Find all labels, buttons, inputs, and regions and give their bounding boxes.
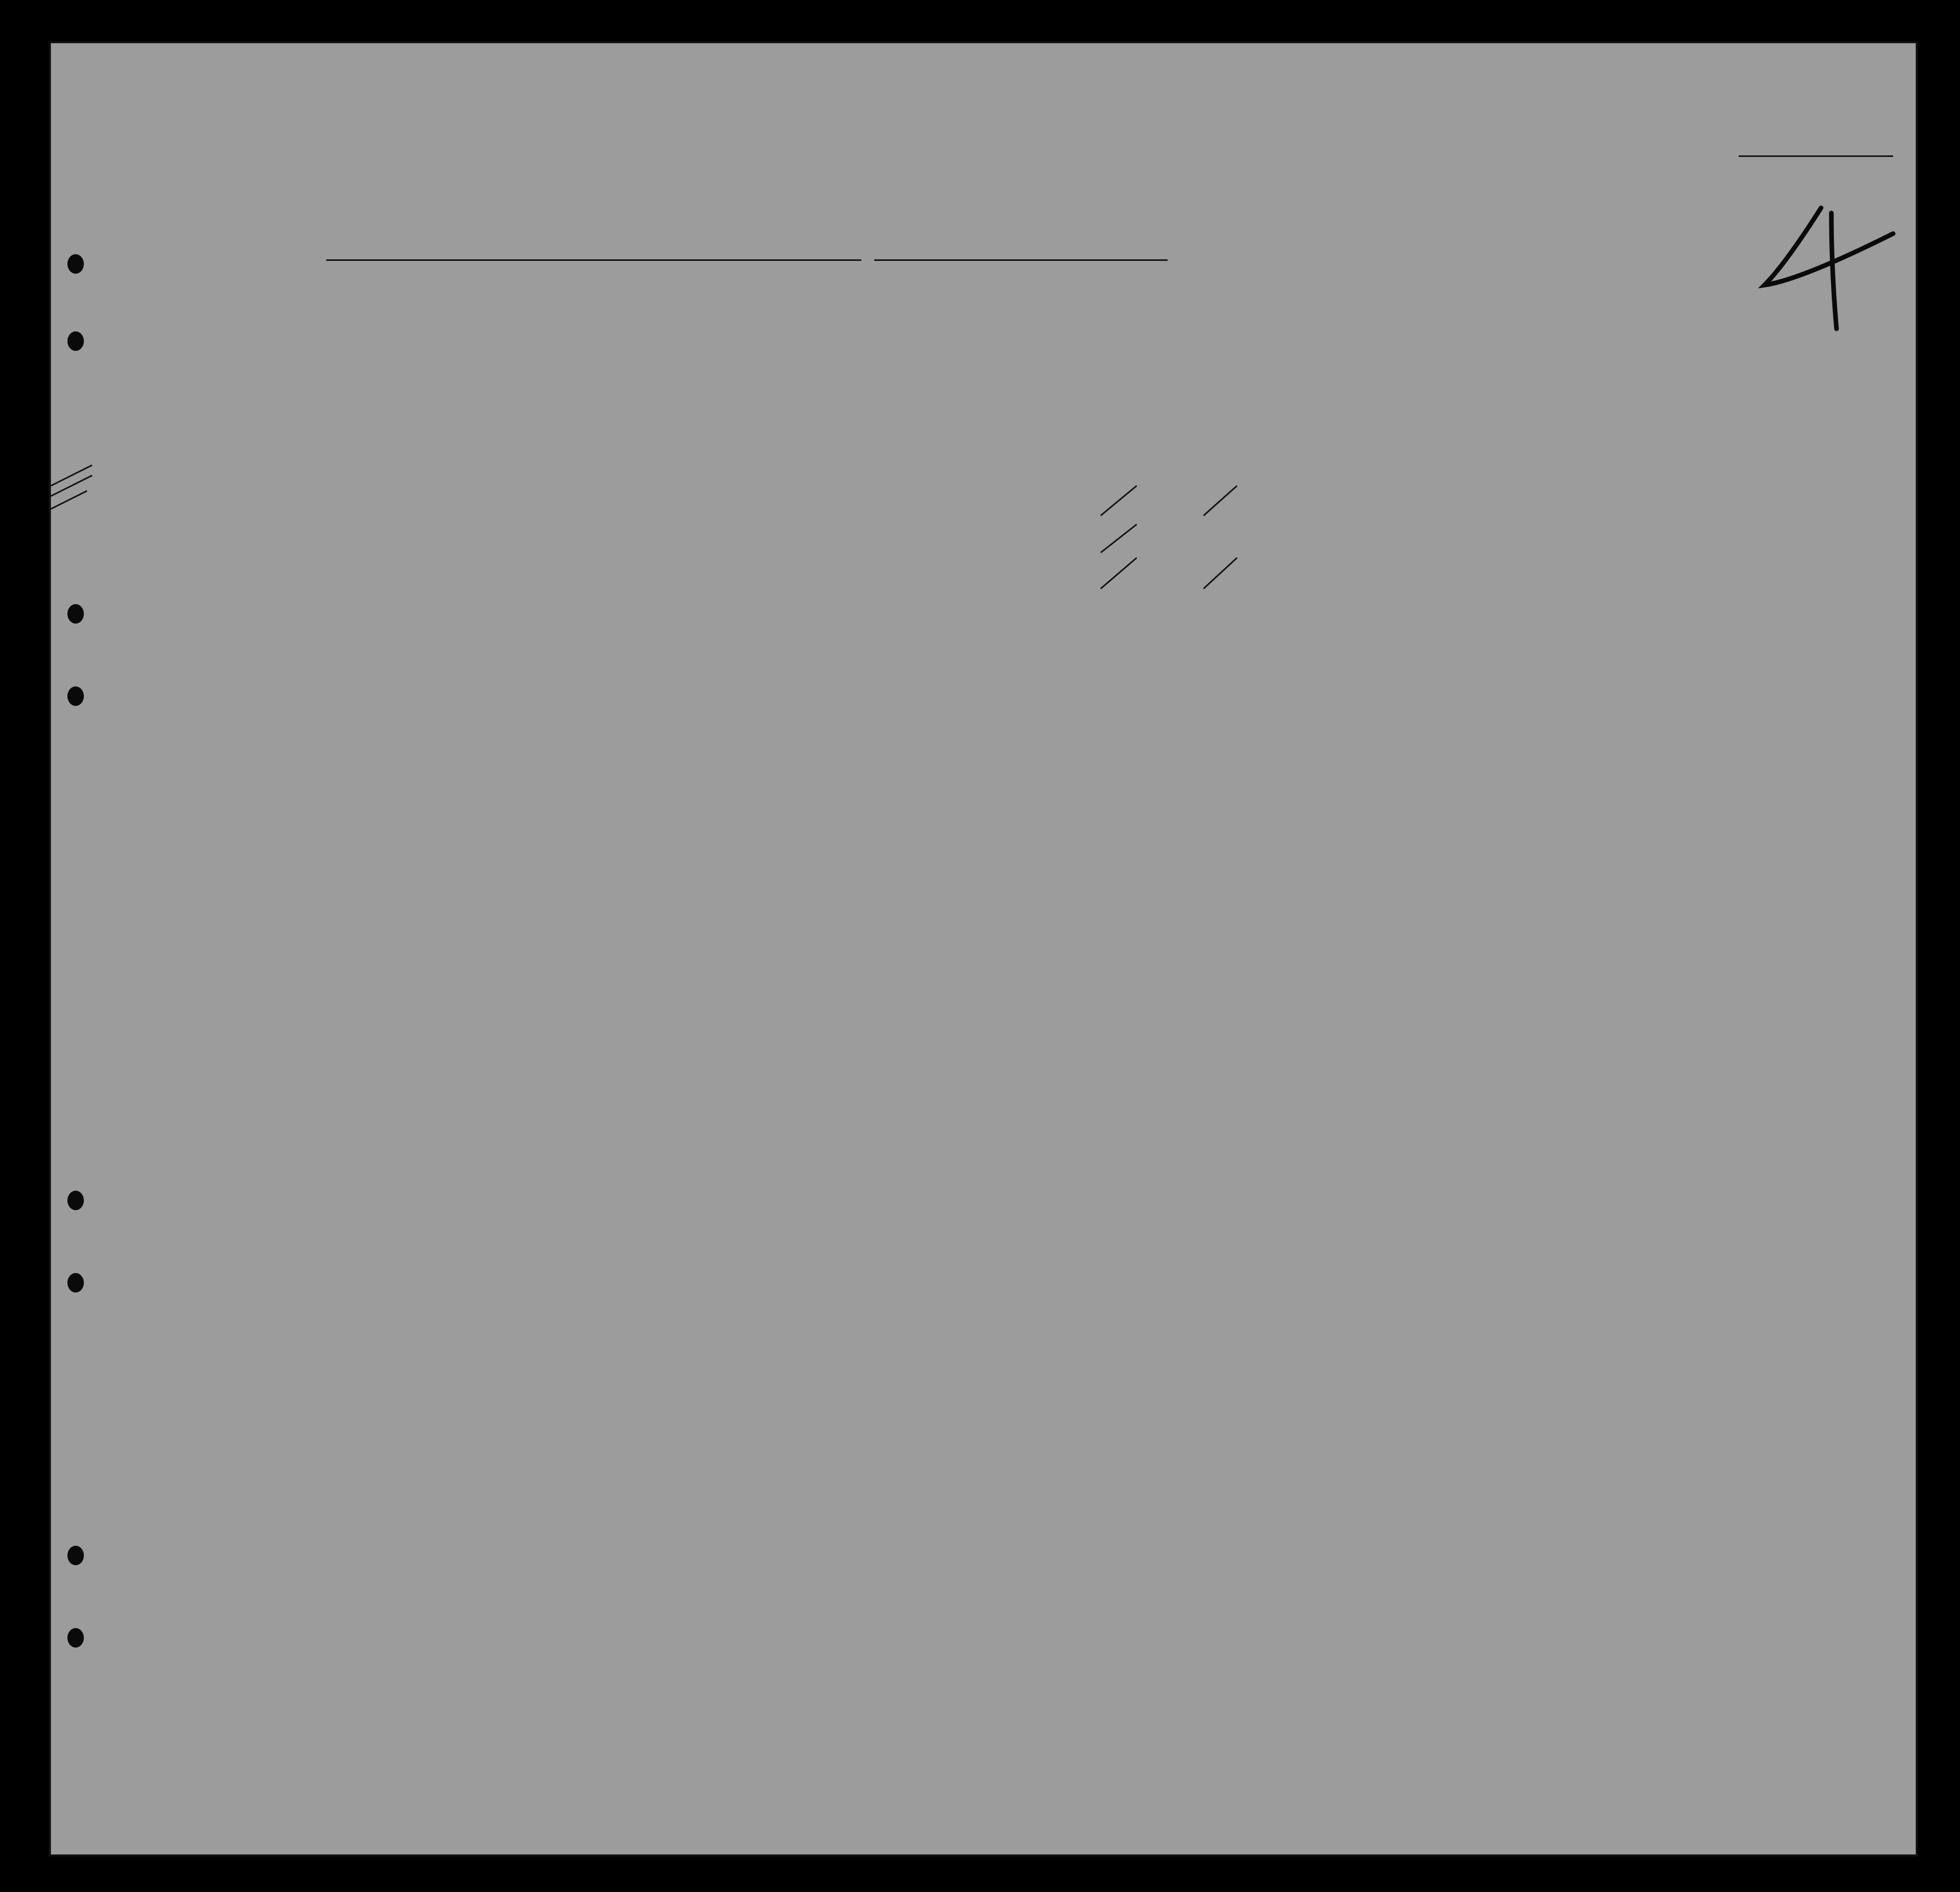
manifest-sheet (49, 41, 1918, 1856)
tick-marks (51, 43, 1916, 1854)
